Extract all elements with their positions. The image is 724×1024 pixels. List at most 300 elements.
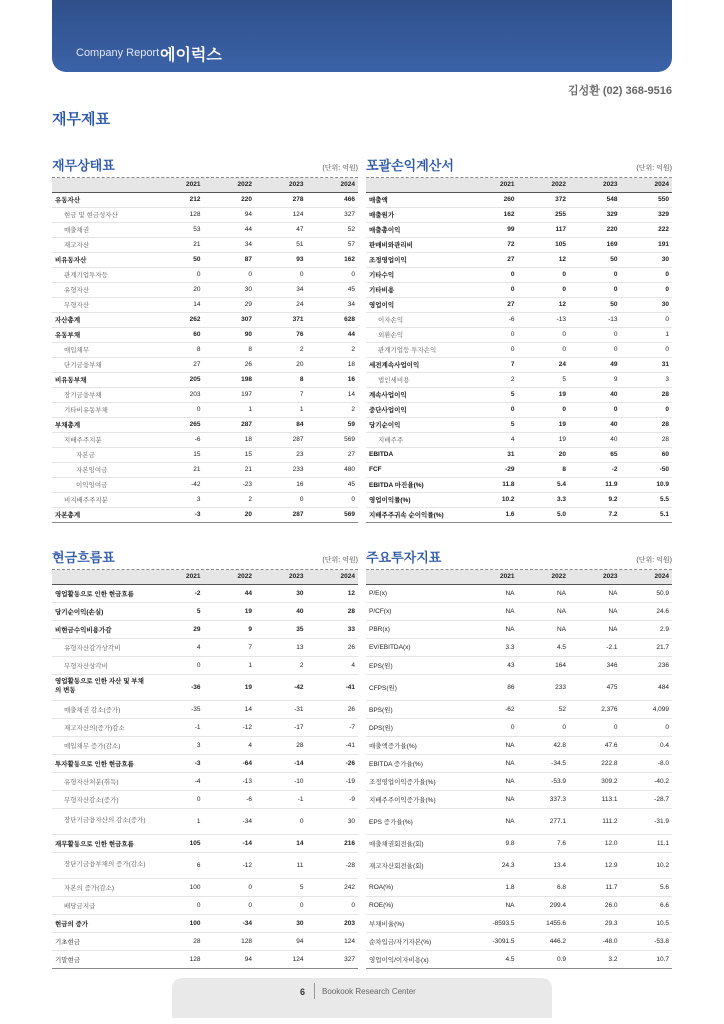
row-label: EPS 증가율(%) (366, 808, 466, 834)
row-label: 비지배주주지분 (52, 492, 152, 507)
value-cell: 0 (466, 402, 518, 417)
value-cell: -2 (569, 462, 621, 477)
row-label: 매출채권회전율(회) (366, 834, 466, 852)
value-cell: 569 (307, 507, 359, 522)
value-cell: 20 (518, 447, 570, 462)
value-cell: 40 (255, 602, 307, 620)
value-cell: 26 (204, 357, 256, 372)
value-cell: 5.5 (621, 492, 673, 507)
value-cell: 7 (466, 357, 518, 372)
table-row (366, 718, 672, 736)
value-cell: 5.4 (518, 477, 570, 492)
table-row (52, 267, 358, 282)
table-row (52, 674, 358, 700)
table-row (366, 656, 672, 674)
row-label: P/E(x) (366, 584, 466, 602)
row-label: 지배주주이익증가율(%) (366, 790, 466, 808)
value-cell: 87 (204, 252, 256, 267)
value-cell: -36 (152, 674, 204, 700)
value-cell: 42.8 (518, 736, 570, 754)
table-row (366, 222, 672, 237)
value-cell: 569 (307, 432, 359, 447)
value-cell: -34 (204, 914, 256, 932)
value-cell: 203 (307, 914, 359, 932)
value-cell: 10.9 (621, 477, 673, 492)
value-cell: 51 (255, 237, 307, 252)
value-cell: -64 (204, 754, 256, 772)
table-row (366, 192, 672, 207)
value-cell: 12 (518, 297, 570, 312)
table-row (366, 267, 672, 282)
value-cell: 329 (621, 207, 673, 222)
value-cell: 371 (255, 312, 307, 327)
value-cell: 29 (152, 620, 204, 638)
table-row (52, 914, 358, 932)
value-cell: 0 (152, 896, 204, 914)
value-cell: 346 (569, 656, 621, 674)
value-cell: -29 (466, 462, 518, 477)
value-cell: 0 (255, 267, 307, 282)
row-label: 세전계속사업이익 (366, 357, 466, 372)
table-row (52, 950, 358, 968)
row-label: 이자손익 (366, 312, 466, 327)
value-cell: 50 (569, 297, 621, 312)
value-cell: 2 (255, 342, 307, 357)
row-label: 지배주주 (366, 432, 466, 447)
table-row (52, 297, 358, 312)
table-row (52, 602, 358, 620)
year-header: 2023 (255, 178, 307, 192)
value-cell: 23 (255, 447, 307, 462)
value-cell: 0 (621, 312, 673, 327)
row-label: 현금의 증가 (52, 914, 152, 932)
value-cell: 12.0 (569, 834, 621, 852)
value-cell: -40.2 (621, 772, 673, 790)
row-label: P/CF(x) (366, 602, 466, 620)
value-cell: -14 (204, 834, 256, 852)
row-label: 조정영업이익 (366, 252, 466, 267)
value-cell: 0 (569, 342, 621, 357)
table-row (366, 932, 672, 950)
income-statement-panel (366, 160, 672, 523)
year-header: 2024 (621, 570, 673, 584)
row-label: 매입채무 (52, 342, 152, 357)
value-cell: 222.8 (569, 754, 621, 772)
value-cell: 28 (621, 432, 673, 447)
value-cell: 11 (255, 852, 307, 878)
value-cell: 76 (255, 327, 307, 342)
table-row (52, 620, 358, 638)
value-cell: 0 (307, 267, 359, 282)
value-cell: 18 (204, 432, 256, 447)
value-cell: 19 (204, 674, 256, 700)
year-header: 2023 (255, 570, 307, 584)
value-cell: 94 (204, 950, 256, 968)
value-cell: 1 (621, 327, 673, 342)
row-label: 자본금 (52, 447, 152, 462)
row-label: 자본잉여금 (52, 462, 152, 477)
value-cell: -1 (255, 790, 307, 808)
table-row (366, 312, 672, 327)
value-cell: 3.3 (518, 492, 570, 507)
value-cell: 7 (204, 638, 256, 656)
value-cell: 5.0 (518, 507, 570, 522)
value-cell: 5 (255, 878, 307, 896)
row-label: 매출총이익 (366, 222, 466, 237)
row-label: 투자활동으로 인한 현금흐름 (52, 754, 152, 772)
value-cell: 31 (621, 357, 673, 372)
table-row (52, 477, 358, 492)
value-cell: 53 (152, 222, 204, 237)
value-cell: 11.1 (621, 834, 673, 852)
value-cell: 2,376 (569, 700, 621, 718)
row-label: EBITDA 증가율(%) (366, 754, 466, 772)
row-label: 단기금융부채 (52, 357, 152, 372)
value-cell: -3 (152, 754, 204, 772)
value-cell: 43 (466, 656, 518, 674)
row-label: 영업이익/이자비용(x) (366, 950, 466, 968)
value-cell: 6.6 (621, 896, 673, 914)
table-row (52, 342, 358, 357)
table-row (52, 327, 358, 342)
row-label: 무형자산상각비 (52, 656, 152, 674)
value-cell: 27 (466, 252, 518, 267)
value-cell: 1 (204, 656, 256, 674)
value-cell: 28 (255, 736, 307, 754)
table-row (366, 447, 672, 462)
value-cell: 205 (152, 372, 204, 387)
table-row (52, 790, 358, 808)
row-label: 무형자산 (52, 297, 152, 312)
table-row (366, 638, 672, 656)
row-label: 현금 및 현금성자산 (52, 207, 152, 222)
row-label: DPS(원) (366, 718, 466, 736)
value-cell: 0 (518, 327, 570, 342)
value-cell: 212 (152, 192, 204, 207)
value-cell: 105 (152, 834, 204, 852)
value-cell: -8593.5 (466, 914, 518, 932)
row-label: 관계기업등 투자손익 (366, 342, 466, 357)
company-name: 에이럭스 (160, 47, 222, 64)
investment-indicators-panel (366, 552, 672, 969)
value-cell: 11.8 (466, 477, 518, 492)
table-row (52, 387, 358, 402)
table-row (366, 507, 672, 522)
value-cell: 287 (255, 507, 307, 522)
value-cell: 4.5 (466, 950, 518, 968)
value-cell: 20 (152, 282, 204, 297)
value-cell: 113.1 (569, 790, 621, 808)
value-cell: 90 (204, 327, 256, 342)
value-cell: NA (466, 620, 518, 638)
table-row (366, 282, 672, 297)
table-row (52, 808, 358, 834)
value-cell: 0.4 (621, 736, 673, 754)
row-label: PBR(x) (366, 620, 466, 638)
value-cell: 124 (255, 950, 307, 968)
panel-title: 현금흐름표 (52, 550, 115, 565)
row-label: 매출액 (366, 192, 466, 207)
value-cell: NA (518, 620, 570, 638)
table-row (366, 477, 672, 492)
header-row (52, 178, 358, 192)
table-row (366, 808, 672, 834)
value-cell: 329 (569, 207, 621, 222)
unit-label: (단위: 억원) (636, 165, 672, 172)
value-cell: 19 (518, 432, 570, 447)
table-row (52, 878, 358, 896)
value-cell: 628 (307, 312, 359, 327)
value-cell: 260 (466, 192, 518, 207)
header-blank-cell (366, 570, 466, 584)
value-cell: 19 (518, 417, 570, 432)
table-row (366, 914, 672, 932)
value-cell: 21 (204, 462, 256, 477)
header-row (366, 570, 672, 584)
value-cell: NA (518, 584, 570, 602)
value-cell: 44 (204, 222, 256, 237)
value-cell: 40 (569, 387, 621, 402)
value-cell: 60 (621, 447, 673, 462)
row-label: 이익잉여금 (52, 477, 152, 492)
row-label: 매출채권 감소(증가) (52, 700, 152, 718)
value-cell: -13 (204, 772, 256, 790)
value-cell: 47.6 (569, 736, 621, 754)
row-label: 계속사업이익 (366, 387, 466, 402)
row-label: 비유동자산 (52, 252, 152, 267)
table-row (366, 602, 672, 620)
value-cell: 27 (152, 357, 204, 372)
row-label: 지배주주지분 (52, 432, 152, 447)
table-row (366, 754, 672, 772)
value-cell: NA (466, 896, 518, 914)
panel-header (366, 552, 672, 570)
value-cell: 220 (204, 192, 256, 207)
value-cell: 0 (518, 282, 570, 297)
value-cell: -35 (152, 700, 204, 718)
value-cell: 0 (152, 267, 204, 282)
value-cell: 30 (307, 808, 359, 834)
value-cell: 34 (307, 297, 359, 312)
value-cell: 327 (307, 950, 359, 968)
row-label: 영업이익률(%) (366, 492, 466, 507)
panel-title: 재무상태표 (52, 158, 115, 173)
value-cell: 59 (307, 417, 359, 432)
value-cell: 44 (307, 327, 359, 342)
value-cell: 3.3 (466, 638, 518, 656)
value-cell: 162 (466, 207, 518, 222)
value-cell: -28 (307, 852, 359, 878)
row-label: 중단사업이익 (366, 402, 466, 417)
value-cell: 84 (255, 417, 307, 432)
value-cell: -34.5 (518, 754, 570, 772)
value-cell: 13 (255, 638, 307, 656)
table-row (366, 852, 672, 878)
row-label: 매입채무 증가(감소) (52, 736, 152, 754)
value-cell: 3 (152, 736, 204, 754)
value-cell: 27 (307, 447, 359, 462)
investment-indicators-table (366, 570, 672, 969)
value-cell: 8 (152, 342, 204, 357)
value-cell: 72 (466, 237, 518, 252)
value-cell: 14 (204, 700, 256, 718)
value-cell: 24.3 (466, 852, 518, 878)
value-cell: 216 (307, 834, 359, 852)
year-header: 2024 (307, 570, 359, 584)
value-cell: 4 (204, 736, 256, 754)
header-blank-cell (366, 178, 466, 192)
value-cell: 30 (255, 914, 307, 932)
value-cell: 19 (518, 387, 570, 402)
value-cell: 287 (204, 417, 256, 432)
value-cell: 34 (255, 282, 307, 297)
value-cell: 21 (152, 237, 204, 252)
value-cell: -13 (569, 312, 621, 327)
value-cell: 20 (204, 507, 256, 522)
table-row (52, 700, 358, 718)
row-label: 판매비와관리비 (366, 237, 466, 252)
value-cell: 262 (152, 312, 204, 327)
value-cell: 21.7 (621, 638, 673, 656)
value-cell: 3 (152, 492, 204, 507)
table-row (52, 834, 358, 852)
value-cell: 2 (307, 402, 359, 417)
table-row (52, 192, 358, 207)
table-row (366, 834, 672, 852)
value-cell: 28 (621, 417, 673, 432)
value-cell: -13 (518, 312, 570, 327)
value-cell: -23 (204, 477, 256, 492)
report-type-label: Company Report (76, 47, 160, 59)
value-cell: 27 (466, 297, 518, 312)
value-cell: 2 (255, 656, 307, 674)
value-cell: 0 (621, 402, 673, 417)
row-label: BPS(원) (366, 700, 466, 718)
value-cell: 24.6 (621, 602, 673, 620)
value-cell: -4 (152, 772, 204, 790)
table-row (366, 736, 672, 754)
value-cell: 5.1 (621, 507, 673, 522)
value-cell: 28 (307, 602, 359, 620)
value-cell: 100 (152, 914, 204, 932)
value-cell: 0 (621, 282, 673, 297)
value-cell: 128 (152, 950, 204, 968)
value-cell: 124 (255, 207, 307, 222)
value-cell: 45 (307, 477, 359, 492)
value-cell: 40 (569, 417, 621, 432)
row-label: 배당금지급 (52, 896, 152, 914)
value-cell: 128 (152, 207, 204, 222)
value-cell: 233 (255, 462, 307, 477)
value-cell: 7.6 (518, 834, 570, 852)
value-cell: 2 (307, 342, 359, 357)
row-label: EBITDA 마진율(%) (366, 477, 466, 492)
year-header: 2022 (204, 570, 256, 584)
value-cell: 0 (152, 402, 204, 417)
value-cell: 8 (518, 462, 570, 477)
table-row (366, 402, 672, 417)
year-header: 2021 (152, 570, 204, 584)
table-row (52, 492, 358, 507)
value-cell: -1 (152, 718, 204, 736)
row-label: 재고자산 (52, 237, 152, 252)
row-label: 당기순이익 (366, 417, 466, 432)
row-label: 유형자산 (52, 282, 152, 297)
value-cell: 0 (569, 327, 621, 342)
value-cell: 0 (255, 896, 307, 914)
value-cell: 222 (621, 222, 673, 237)
value-cell: -19 (307, 772, 359, 790)
value-cell: -7 (307, 718, 359, 736)
row-label: EPS(원) (366, 656, 466, 674)
row-label: 영업이익 (366, 297, 466, 312)
row-label: 지배주주귀속 순이익률(%) (366, 507, 466, 522)
value-cell: 164 (518, 656, 570, 674)
value-cell: 0 (569, 267, 621, 282)
value-cell: 0 (204, 267, 256, 282)
row-label: 영업활동으로 인한 현금흐름 (52, 584, 152, 602)
row-label: 기타수익 (366, 267, 466, 282)
table-row (52, 462, 358, 477)
table-row (52, 447, 358, 462)
balance-sheet-panel (52, 160, 358, 523)
value-cell: 86 (466, 674, 518, 700)
value-cell: 0 (307, 492, 359, 507)
value-cell: 8 (255, 372, 307, 387)
value-cell: 242 (307, 878, 359, 896)
value-cell: 105 (518, 237, 570, 252)
value-cell: 4,099 (621, 700, 673, 718)
value-cell: 49 (569, 357, 621, 372)
value-cell: 7.2 (569, 507, 621, 522)
value-cell: 0 (466, 718, 518, 736)
value-cell: 197 (204, 387, 256, 402)
value-cell: 29.3 (569, 914, 621, 932)
table-row (52, 638, 358, 656)
value-cell: -8.0 (621, 754, 673, 772)
value-cell: 550 (621, 192, 673, 207)
value-cell: 169 (569, 237, 621, 252)
value-cell: -62 (466, 700, 518, 718)
value-cell: 10.5 (621, 914, 673, 932)
value-cell: NA (466, 736, 518, 754)
table-row (52, 932, 358, 950)
value-cell: 484 (621, 674, 673, 700)
page-number: 6 (300, 987, 306, 997)
unit-label: (단위: 억원) (636, 557, 672, 564)
value-cell: 19 (204, 602, 256, 620)
panel-title: 포괄손익계산서 (366, 158, 454, 173)
value-cell: 128 (204, 932, 256, 950)
value-cell: 30 (255, 584, 307, 602)
row-label: ROE(%) (366, 896, 466, 914)
value-cell: 15 (152, 447, 204, 462)
year-header: 2024 (621, 178, 673, 192)
value-cell: NA (466, 772, 518, 790)
value-cell: 26 (307, 700, 359, 718)
row-label: 기타비용 (366, 282, 466, 297)
value-cell: 65 (569, 447, 621, 462)
value-cell: 35 (255, 620, 307, 638)
value-cell: 11.7 (569, 878, 621, 896)
row-label: 자본총계 (52, 507, 152, 522)
value-cell: -34 (204, 808, 256, 834)
row-label: 관계기업투자등 (52, 267, 152, 282)
value-cell: 0 (152, 790, 204, 808)
value-cell: 9.8 (466, 834, 518, 852)
table-row (366, 327, 672, 342)
value-cell: 29 (204, 297, 256, 312)
